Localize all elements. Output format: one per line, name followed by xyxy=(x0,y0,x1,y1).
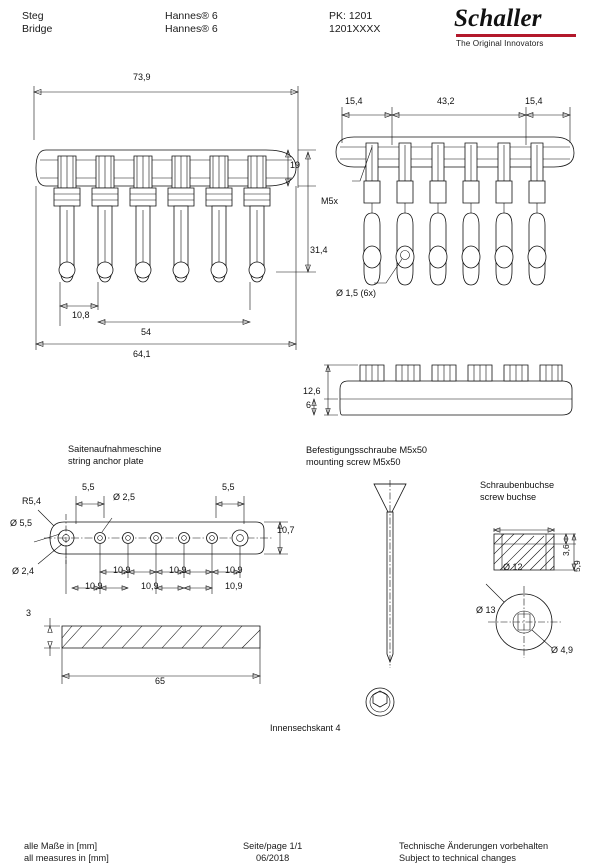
anchor-plate-caption xyxy=(68,444,161,467)
brand-logo xyxy=(454,6,584,48)
anchor-plate-dim-2-5-dia: Ø 2,5 xyxy=(113,492,136,502)
footer-date: 06/2018 xyxy=(256,853,290,863)
footer-disclaimer-de: Technische Änderungen vorbehalten xyxy=(399,841,549,851)
header-col-code xyxy=(329,10,469,36)
header-col-part-type xyxy=(22,10,142,36)
mounting-screw-drawing xyxy=(360,478,420,678)
header-model-en: Hannes® 6 xyxy=(165,23,218,35)
anchor-plate-dim-10-9-e: 10,9 xyxy=(141,581,159,591)
anchor-plate-dim-10-7: 10,7 xyxy=(277,525,295,535)
screw-bush-caption-en: screw buchse xyxy=(480,491,537,502)
side-view-dim-6: 6 xyxy=(306,400,312,410)
side-view-dim-12-6: 12,6 xyxy=(303,386,321,396)
front-view-label-m5x: M5x xyxy=(321,196,339,206)
hex-key-label: Innensechskant 4 xyxy=(270,723,341,733)
footer-disclaimer xyxy=(399,840,548,864)
top-view-dim-73-9: 73,9 xyxy=(133,72,151,82)
screw-bush-dim-4-9-dia: Ø 4,9 xyxy=(551,645,574,655)
mounting-screw-caption-de: Befestigungsschraube M5x50 xyxy=(306,445,428,455)
mounting-screw-caption xyxy=(306,445,427,468)
anchor-plate-dim-r5-4: R5,4 xyxy=(22,496,42,506)
top-view-dim-54: 54 xyxy=(141,327,152,337)
brand-tagline: The Original Innovators xyxy=(456,39,544,48)
front-view-label-hole-1-5: Ø 1,5 (6x) xyxy=(336,288,377,298)
footer-disclaimer-en: Subject to technical changes xyxy=(399,853,516,863)
header-model-de: Hannes® 6 xyxy=(165,10,218,22)
header-col-model xyxy=(165,10,305,36)
brand-rule xyxy=(456,34,576,37)
brand-name: Schaller xyxy=(454,5,542,32)
top-view-dim-10-8: 10,8 xyxy=(72,310,90,320)
screw-bush-dim-5-9: 5,9 xyxy=(572,560,582,572)
anchor-plate-dim-10-9-b: 10,9 xyxy=(169,565,187,575)
footer-units-en: all measures in [mm] xyxy=(24,853,109,863)
anchor-plate-dim-10-9-d: 10,9 xyxy=(85,581,103,591)
top-view-dim-19: 19 xyxy=(290,160,301,170)
anchor-plate-dim-65: 65 xyxy=(155,676,166,686)
anchor-plate-caption-de: Saitenaufnahmeschine xyxy=(68,444,162,454)
header-article-number: 1201XXXX xyxy=(329,23,381,35)
hex-key-drawing xyxy=(355,678,405,726)
anchor-plate-dim-10-9-a: 10,9 xyxy=(113,565,131,575)
screw-bush-dim-13-dia: Ø 13 xyxy=(476,605,496,615)
screw-bush-dim-3-6: 3,6 xyxy=(561,544,571,556)
anchor-plate-dim-10-9-c: 10,9 xyxy=(225,565,243,575)
mounting-screw-caption-en: mounting screw M5x50 xyxy=(306,456,401,467)
top-view-dim-64-1: 64,1 xyxy=(133,349,151,359)
front-view-drawing xyxy=(330,85,580,315)
header-part-type-en: Bridge xyxy=(22,23,53,35)
anchor-plate-dim-2-4-dia: Ø 2,4 xyxy=(12,566,35,576)
anchor-plate-drawing xyxy=(20,478,300,708)
footer-units-de: alle Maße in [mm] xyxy=(24,841,98,851)
anchor-plate-dim-3: 3 xyxy=(26,608,32,618)
top-view-dim-31-4: 31,4 xyxy=(310,245,328,255)
anchor-plate-dim-5-5-right: 5,5 xyxy=(222,482,235,492)
anchor-plate-dim-5-5-dia: Ø 5,5 xyxy=(10,518,33,528)
front-view-dim-15-4-left: 15,4 xyxy=(345,96,363,106)
anchor-plate-caption-en: string anchor plate xyxy=(68,455,144,466)
footer-page-number: Seite/page 1/1 xyxy=(243,841,303,851)
top-view-drawing xyxy=(20,60,320,380)
anchor-plate-dim-5-5-left: 5,5 xyxy=(82,482,95,492)
screw-bush-dim-12-dia: Ø 12 xyxy=(503,562,523,572)
screw-bush-caption xyxy=(480,480,554,503)
footer-page xyxy=(243,840,302,864)
header-pk-code: PK: 1201 xyxy=(329,10,373,22)
footer-units xyxy=(24,840,109,864)
side-view-drawing xyxy=(300,355,580,445)
front-view-dim-43-2: 43,2 xyxy=(437,96,455,106)
front-view-dim-15-4-right: 15,4 xyxy=(525,96,543,106)
anchor-plate-dim-10-9-f: 10,9 xyxy=(225,581,243,591)
screw-bush-caption-de: Schraubenbuchse xyxy=(480,480,555,490)
header-part-type-de: Steg xyxy=(22,10,44,22)
